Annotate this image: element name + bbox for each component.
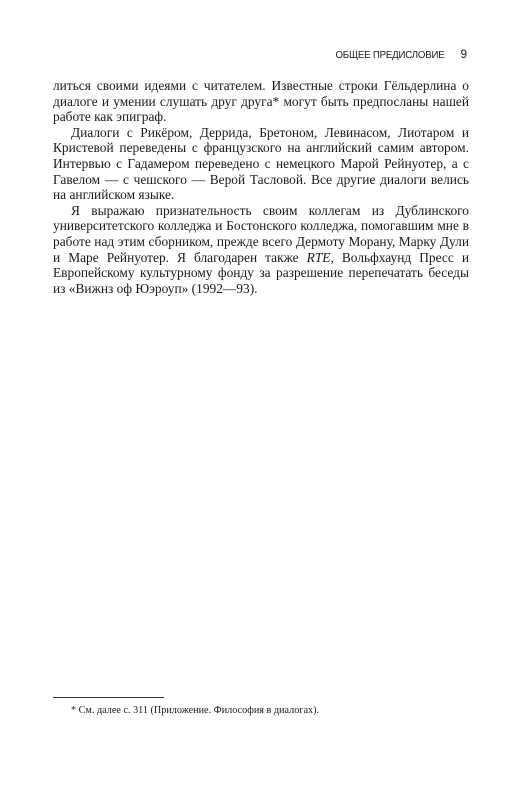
rte-name: RTE: [306, 249, 331, 265]
footnote: * См. далее с. 311 (Приложение. Философия в диалогах).: [71, 705, 320, 716]
footnote-divider: [53, 697, 164, 698]
section-title: ОБЩЕЕ ПРЕДИСЛОВИЕ: [335, 49, 445, 61]
running-header: [326, 49, 467, 61]
main-text: [53, 78, 469, 296]
paragraph-acknowledgements: Я выражаю признательность своим коллегам из Дублинского университетского колледжа и Бостонского колледжа, помогавшим мне в работе над этим сборником, прежде всего Дермоту Морану, Марку Дули и Маре Рейнуотер. Я благодарен также RTE, Вольфхаунд Пресс и Европейскому культурному фонду за разрешение перепечатать беседы из «Вижнз оф Юэроуп» (1992—93).: [53, 202, 469, 296]
paragraph-translations: Диалоги с Рикёром, Деррида, Бретоном, Левинасом, Лиотаром и Кристевой переведены с французского на английский самим автором. Интервью с Гадамером переведено с немецкого Марой Рейнуотер, а с Гавелом — с чешского — Верой Тасловой. Все другие диалоги велись на английском языке.: [53, 124, 469, 203]
page-number: 9: [460, 49, 467, 61]
paragraph-continuation: литься своими идеями с читателем. Известные строки Гёльдерлина о диалоге и умении слушать друг друга* могут быть предпосланы нашей работе как эпиграф.: [53, 78, 469, 125]
